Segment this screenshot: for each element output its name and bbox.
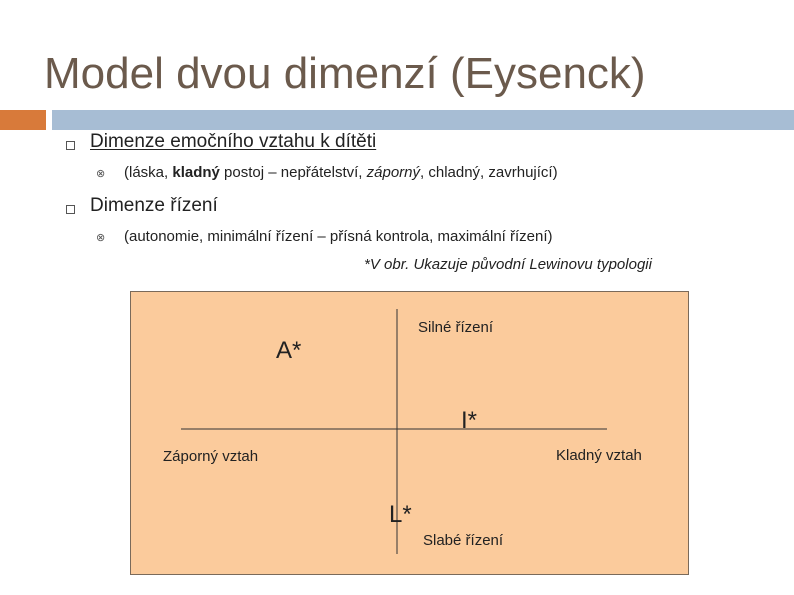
lewin-diagram xyxy=(130,291,689,575)
sub-bullet-emotional-detail xyxy=(124,164,558,181)
label-weak-control: Slabé řízení xyxy=(423,532,504,549)
detail-text: (láska, xyxy=(124,164,173,181)
label-positive-relationship: Kladný vztah xyxy=(556,447,642,464)
label-strong-control: Silné řízení xyxy=(418,319,494,336)
detail-text: postoj – nepřátelství, xyxy=(219,164,367,181)
diagram-axes xyxy=(131,292,690,576)
point-authoritarian: A* xyxy=(276,337,302,364)
accent-bar-blue xyxy=(52,110,794,130)
sub-bullet-control-detail: (autonomie, minimální řízení – přísná kontrola, maximální řízení) xyxy=(124,228,553,245)
detail-bold-positive: kladný xyxy=(172,164,220,181)
footnote: *V obr. Ukazuje původní Lewinovu typologii xyxy=(364,256,652,273)
bullet-emotional-dimension: Dimenze emočního vztahu k dítěti xyxy=(90,131,377,152)
sub-bullet-icon: ⊗ xyxy=(96,168,106,180)
point-l: L* xyxy=(389,501,412,528)
detail-text: , chladný, zavrhující) xyxy=(420,164,558,181)
square-bullet-icon xyxy=(66,141,75,150)
square-bullet-icon xyxy=(66,205,75,214)
bullet-control-dimension: Dimenze řízení xyxy=(90,195,218,216)
detail-italic-negative: záporný xyxy=(366,164,421,181)
slide-title: Model dvou dimenzí (Eysenck) xyxy=(44,49,646,98)
point-i: I* xyxy=(461,407,478,434)
sub-bullet-icon: ⊗ xyxy=(96,232,106,244)
accent-bar-orange xyxy=(0,110,46,130)
label-negative-relationship: Záporný vztah xyxy=(163,448,259,465)
